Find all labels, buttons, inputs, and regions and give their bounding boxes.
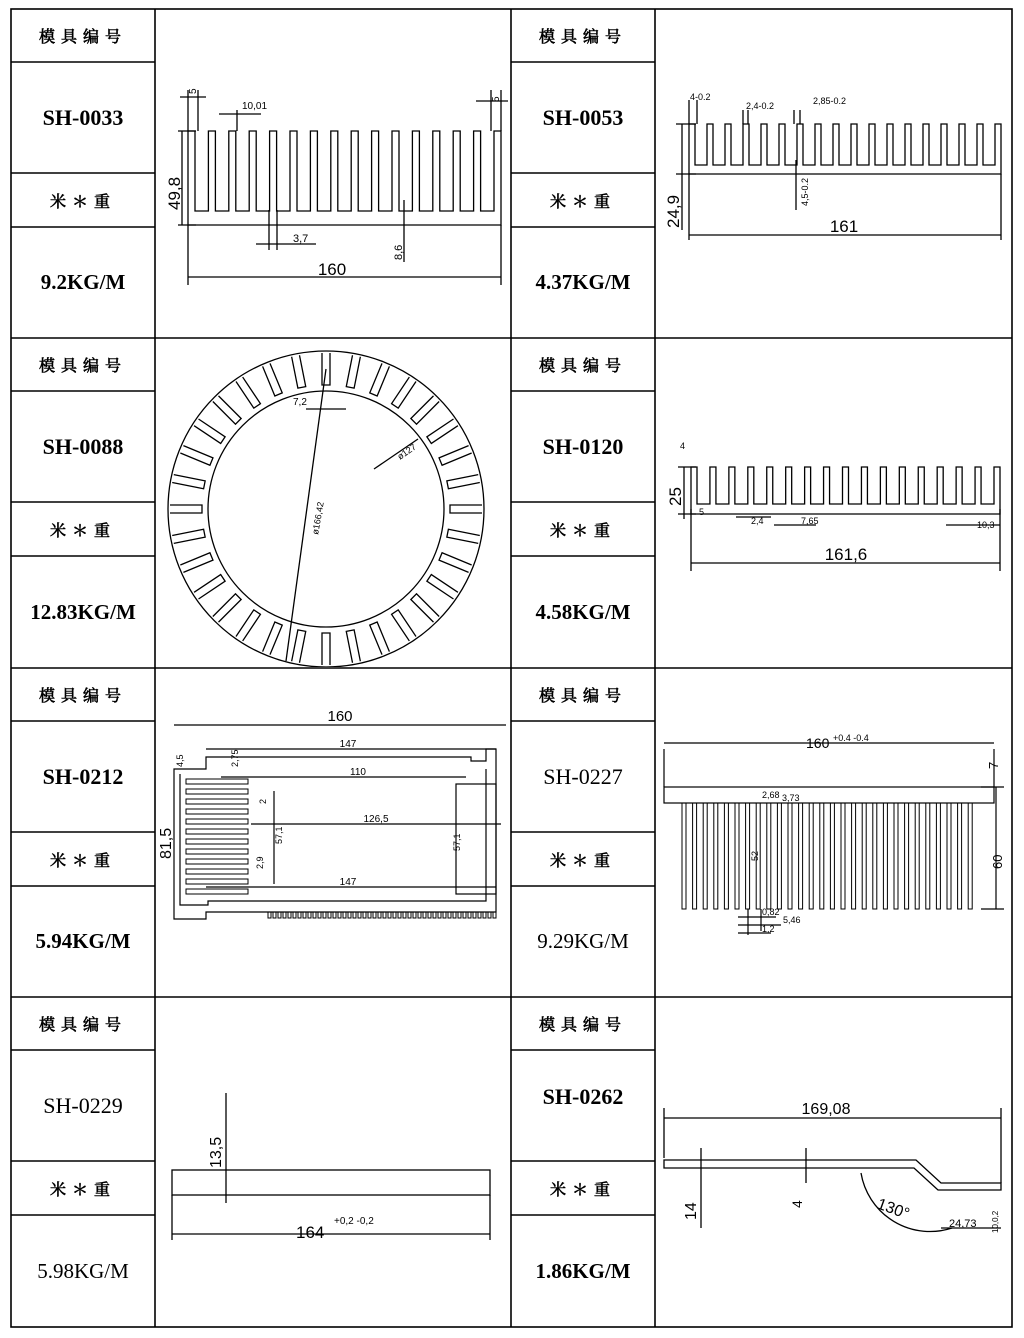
mold-no-header: 模具编号	[38, 1015, 127, 1034]
dim-width: 169,08	[801, 1101, 851, 1118]
dim-height: 60	[990, 854, 1005, 869]
dim-height: 25	[666, 487, 685, 506]
dim-outer-diameter: ø166,42	[310, 501, 326, 536]
dim-2: 2	[258, 798, 268, 804]
product-code: SH-0262	[542, 1083, 624, 1109]
product-weight: 5.94KG/M	[35, 929, 131, 953]
product-weight: 4.58KG/M	[535, 599, 631, 624]
dim-fin: 2,4	[751, 516, 764, 526]
weight-header: 米＊重	[549, 520, 616, 540]
dim-top: 4	[680, 441, 686, 451]
dim-width: 161	[829, 217, 859, 236]
dim-end: 10,3	[977, 520, 995, 530]
dim-147-top: 147	[339, 739, 357, 750]
mold-no-header: 模具编号	[38, 27, 127, 46]
dim-mid: 4	[789, 1200, 805, 1208]
dim-tol-1: 4-0.2	[690, 92, 711, 102]
product-code: SH-0212	[42, 763, 124, 789]
product-code: SH-0227	[543, 763, 623, 789]
dim-width-tolerance: +0.4 -0.4	[833, 733, 869, 743]
dim-height: 13,5	[208, 1136, 225, 1168]
dim-t1: 0,82	[762, 907, 780, 917]
bar-profile-drawing	[156, 998, 510, 1326]
dim-fin-1: 2,68	[762, 790, 780, 800]
dim-end: 24,73	[949, 1218, 977, 1230]
heatsink-profile-drawing	[656, 10, 1012, 337]
dim-inner-diameter: ø127	[395, 441, 418, 462]
product-code: SH-0120	[542, 433, 624, 459]
product-weight: 9.2KG/M	[40, 270, 126, 294]
dim-angle: 130°	[874, 1195, 912, 1224]
dim-pitch: 10,01	[242, 101, 268, 112]
mold-no-header: 模具编号	[38, 356, 127, 375]
dim-110: 110	[350, 767, 366, 778]
product-code: SH-0088	[42, 433, 124, 459]
weight-header: 米＊重	[549, 850, 616, 870]
dim-t2: 5,46	[783, 915, 801, 925]
dim-base: 8,6	[393, 244, 405, 260]
weight-header: 米＊重	[49, 520, 116, 540]
dim-base: 5	[699, 507, 705, 517]
enclosure-profile-drawing	[156, 669, 510, 996]
weight-header: 米＊重	[549, 191, 616, 211]
product-weight: 12.83KG/M	[30, 599, 136, 624]
dim-2-9: 2,9	[255, 856, 265, 869]
product-weight: 9.29KG/M	[537, 929, 629, 953]
product-code: SH-0229	[43, 1092, 123, 1118]
dim-slot: 7,2	[293, 397, 307, 408]
dim-edge-right: 5	[491, 96, 502, 102]
weight-header: 米＊重	[549, 1179, 616, 1199]
product-weight: 1.86KG/M	[535, 1258, 631, 1283]
dim-width: 160	[806, 735, 830, 751]
round-heatsink-drawing	[156, 339, 510, 667]
mold-no-header: 模具编号	[538, 1015, 627, 1034]
dim-tol-2: 2,4-0.2	[746, 101, 775, 111]
dim-width: 160	[317, 260, 347, 279]
heatsink-profile-drawing	[656, 339, 1012, 667]
dim-height: 49,8	[165, 176, 184, 210]
weight-header: 米＊重	[49, 191, 116, 211]
weight-header: 米＊重	[49, 850, 116, 870]
weight-header: 米＊重	[49, 1179, 116, 1199]
dim-width: 164	[296, 1223, 325, 1242]
dim-126: 126,5	[363, 814, 389, 825]
dim-height: 24,9	[664, 194, 683, 228]
heatsink-profile-drawing	[156, 10, 510, 337]
dim-4-5: 4,5	[175, 754, 185, 767]
dim-57-right: 57,1	[452, 833, 462, 851]
product-weight: 5.98KG/M	[37, 1258, 129, 1283]
dim-width: 160	[327, 708, 353, 725]
dim-147-bottom: 147	[339, 877, 357, 888]
dim-fin: 3,7	[293, 233, 309, 245]
dim-width: 161,6	[824, 545, 868, 564]
dim-base: 4,5-0.2	[800, 177, 810, 206]
dim-tol-3: 2,85-0.2	[813, 96, 847, 106]
product-code: SH-0033	[42, 104, 124, 130]
dim-top: 7	[986, 761, 1001, 769]
dim-width-tolerance: +0,2 -0,2	[334, 1216, 374, 1227]
dim-mid: 52	[750, 850, 760, 861]
mold-no-header: 模具编号	[538, 356, 627, 375]
dim-edge: 5	[188, 88, 199, 94]
plate-profile-drawing	[656, 998, 1012, 1326]
dim-2-75: 2,75	[230, 749, 240, 767]
dim-tip: 10,0,2	[991, 1210, 1000, 1233]
dim-t3: 1,2	[762, 924, 775, 934]
product-code: SH-0053	[542, 104, 624, 130]
heatsink-profile-drawing	[656, 669, 1012, 996]
dim-fin-2: 3,73	[782, 793, 800, 803]
mold-no-header: 模具编号	[38, 686, 127, 705]
product-weight: 4.37KG/M	[535, 270, 631, 294]
dim-height: 14	[683, 1202, 700, 1220]
dim-height: 81,5	[158, 827, 175, 859]
mold-no-header: 模具编号	[538, 686, 627, 705]
dim-57-left: 57,1	[274, 826, 284, 844]
mold-no-header: 模具编号	[538, 27, 627, 46]
dim-pitch: 7,65	[801, 516, 819, 526]
